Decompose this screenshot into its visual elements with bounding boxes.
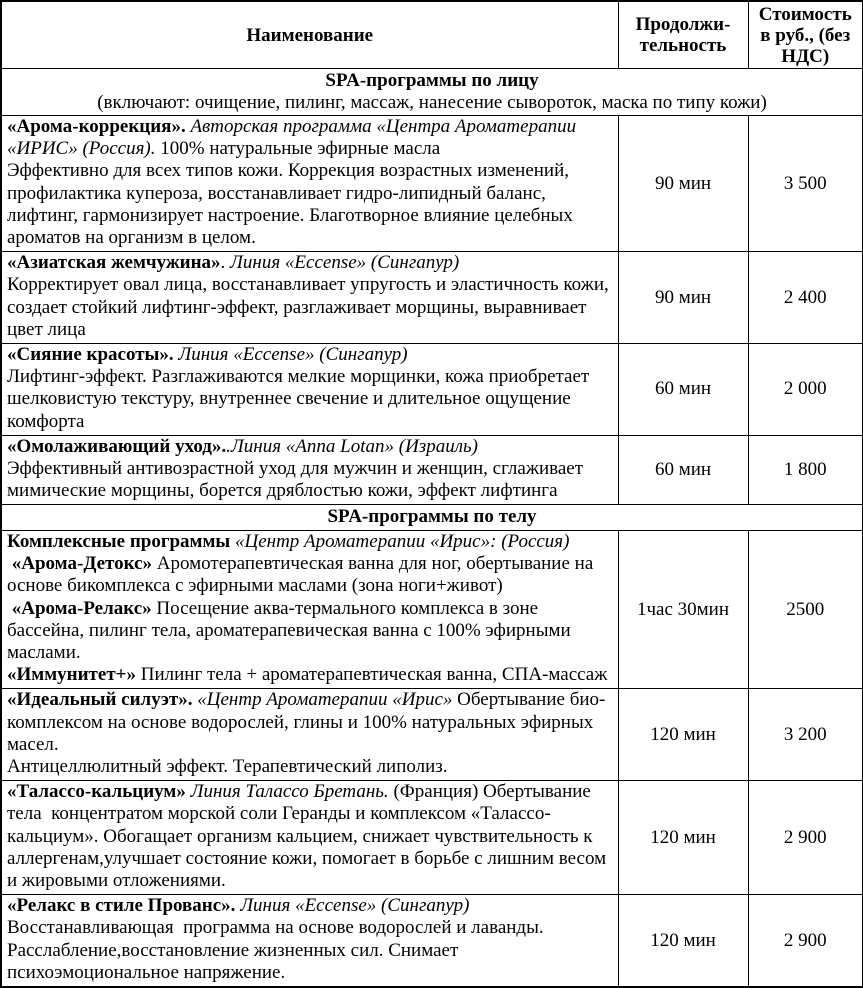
program-duration-cell: 1час 30мин: [618, 530, 748, 688]
section-row: [1, 505, 863, 531]
program-price-cell: 3 200: [748, 689, 863, 781]
program-name-cell: [1, 435, 618, 505]
program-row: [1, 252, 863, 344]
program-description-text: Антицеллюлитный эффект. Терапевтический липолиз.: [7, 755, 448, 777]
program-duration-cell: 90 мин: [618, 252, 748, 344]
program-row: [1, 689, 863, 781]
program-title-text: «Арома-коррекция».: [7, 116, 191, 137]
program-description-text: Пилинг тела + ароматерапевтическая ванна, СПА-массаж: [140, 664, 608, 686]
program-brand-text: Линия «Eccense» (Сингапур): [240, 895, 470, 917]
program-description-text: (Франция) Обертывание тела концентратом морской соли Геранды и комплексом «Талассо-кальциум». Обогащает организм кальцием, снижает чувствительность к аллергенам,улучшает состояние кожи, помогает в борьбе с лишним весом и жировыми отложениями.: [7, 781, 607, 891]
program-price-cell: 2 900: [748, 781, 863, 895]
section-row: [1, 69, 863, 116]
program-duration-cell: 120 мин: [618, 689, 748, 781]
program-duration-cell: 90 мин: [618, 116, 748, 252]
program-title-text: «Арома-Детокс»: [7, 553, 157, 575]
program-description-text: Лифтинг-эффект. Разглаживаются мелкие морщинки, кожа приобретает шелковистую текстуру, внутреннее свечение и длительное ощущение комфорта: [7, 366, 590, 432]
program-brand-text: Линия «Eccense» (Сингапур): [178, 344, 408, 366]
section-cell: [1, 69, 863, 116]
program-price-cell: 2 000: [748, 344, 863, 436]
program-title-text: «Иммунитет+»: [7, 664, 141, 686]
program-row: [1, 435, 863, 505]
column-header-price: Стоимость в руб., (без НДС): [748, 1, 863, 69]
program-brand-text: «Центр Ароматерапии «Ирис»: (Россия): [235, 530, 570, 552]
program-price-cell: 2 900: [748, 895, 863, 987]
program-description-text: Корректирует овал лица, восстанавливает упругость и эластичность кожи, создает стойкий лифтинг-эффект, разглаживает морщины, выравнивает цвет лица: [7, 274, 609, 340]
section-title: SPA-программы по телу: [327, 506, 537, 528]
program-row: [1, 781, 863, 895]
program-brand-text: Линия Талассо Бретань.: [190, 781, 394, 803]
program-duration-cell: 120 мин: [618, 895, 748, 987]
program-name-cell: [1, 344, 618, 436]
program-brand-text: Линия «Eccense» (Сингапур): [230, 252, 460, 274]
program-brand-text: .Линия «Anna Lotan» (Израиль): [226, 435, 478, 457]
program-name-cell: [1, 252, 618, 344]
section-cell: [1, 505, 863, 531]
program-name-cell: [1, 781, 618, 895]
table-body: [1, 69, 863, 988]
program-title-text: Комплексные программы: [7, 530, 235, 552]
program-title-text: «Азиатская жемчужина»: [7, 252, 221, 274]
program-description-text: .: [220, 252, 231, 274]
program-description-text: Обертывание био-комплексом на основе водорослей, глины и 100% натуральных эфирных масел.: [7, 689, 606, 755]
table-header-row: [1, 1, 863, 69]
program-brand-text: Авторская программа «Центра Ароматерапии «ИРИС» (Россия).: [7, 116, 577, 160]
program-price-cell: 1 800: [748, 435, 863, 505]
program-description-text: 100% натуральные эфирные масла: [160, 138, 441, 160]
program-description-text: Эффективно для всех типов кожи. Коррекция возрастных изменений, профилактика купероза, восстанавливает гидро-липидный баланс, лифтинг, гармонизирует настроение. Благотворное влияние целебных ароматов на организм в целом.: [7, 160, 573, 249]
program-name-cell: [1, 895, 618, 987]
program-description-text: Посещение аква-термального комплекса в зоне бассейна, пилинг тела, ароматерапевическая ванна с 100% эфирными маслами.: [7, 597, 571, 663]
program-duration-cell: 60 мин: [618, 435, 748, 505]
section-subtitle: (включают: очищение, пилинг, массаж, нанесение сывороток, маска по типу кожи): [97, 91, 767, 113]
program-name-cell: [1, 530, 618, 688]
column-header-duration: Продолжи-тельность: [618, 1, 748, 69]
program-description-text: Аромотерапевтическая ванна для ног, обертывание на основе бикомплекса с эфирными маслами (зона ноги+живот): [7, 553, 594, 597]
program-description-text: Восстанавливающая программа на основе водорослей и лаванды. Расслабление,восстановление жизненных сил. Снимает психоэмоциональное напряжение.: [7, 917, 544, 983]
program-title-text: «Сияние красоты».: [7, 344, 179, 366]
program-title-text: «Омолаживающий уход».: [7, 435, 227, 457]
program-description-text: Эффективный антивозрастной уход для мужчин и женщин, сглаживает мимические морщины, борется дряблостью кожи, эффект лифтинга: [7, 458, 584, 502]
program-duration-cell: 120 мин: [618, 781, 748, 895]
program-name-cell: [1, 689, 618, 781]
program-name-cell: [1, 116, 618, 252]
program-price-cell: 2 400: [748, 252, 863, 344]
program-row: [1, 344, 863, 436]
program-price-cell: 3 500: [748, 116, 863, 252]
program-title-text: «Идеальный силуэт».: [7, 689, 198, 711]
program-row: [1, 530, 863, 688]
column-header-name: Наименование: [1, 1, 618, 69]
program-brand-text: «Центр Ароматерапии «Ирис»: [197, 689, 458, 711]
program-row: [1, 116, 863, 252]
program-title-text: «Талассо-кальциум»: [7, 781, 191, 803]
program-title-text: «Релакс в стиле Прованс».: [7, 895, 241, 917]
program-row: [1, 895, 863, 987]
program-title-text: «Арома-Релакс»: [7, 597, 157, 619]
section-title: SPA-программы по лицу: [325, 70, 539, 91]
program-price-cell: 2500: [748, 530, 863, 688]
program-duration-cell: 60 мин: [618, 344, 748, 436]
